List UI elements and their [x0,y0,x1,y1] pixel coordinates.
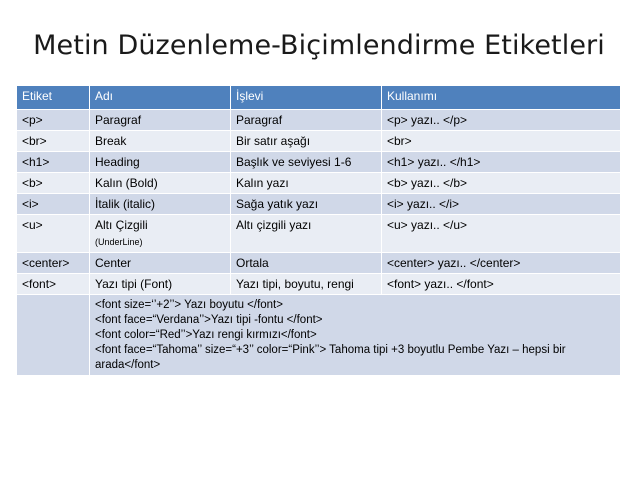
function-cell: Paragraf [231,110,382,131]
name-cell: Yazı tipi (Font) [90,274,231,295]
example-line: <font size=‘’+2’’> Yazı boyutu </font> [95,299,283,311]
usage-cell: <h1> yazı.. </h1> [382,152,621,173]
table-row [17,110,621,131]
name-cell: Kalın (Bold) [90,173,231,194]
header-adi: Adı [90,86,231,110]
function-cell: Ortala [231,253,382,274]
table-row [17,173,621,194]
example-line: <font face=“Verdana’’>Yazı tipi -fontu </font> [95,314,323,326]
header-etiket: Etiket [17,86,90,110]
table-header-row [17,86,621,110]
empty-cell [17,295,90,376]
name-cell: Center [90,253,231,274]
example-line: <font color=“Red’’>Yazı rengi kırmızı</font> [95,329,317,341]
examples-row [17,295,621,376]
usage-cell: <br> [382,131,621,152]
function-cell: Başlık ve seviyesi 1-6 [231,152,382,173]
table-row [17,253,621,274]
function-cell: Altı çizgili yazı [231,215,382,253]
table-row [17,131,621,152]
tag-cell: <h1> [17,152,90,173]
tag-cell: <center> [17,253,90,274]
tag-cell: <i> [17,194,90,215]
usage-cell: <center> yazı.. </center> [382,253,621,274]
usage-cell: <i> yazı.. </i> [382,194,621,215]
header-islevi: İşlevi [231,86,382,110]
tag-cell: <b> [17,173,90,194]
table-row [17,194,621,215]
function-cell: Yazı tipi, boyutu, rengi [231,274,382,295]
function-cell: Bir satır aşağı [231,131,382,152]
tag-cell: <u> [17,215,90,253]
table-row [17,152,621,173]
function-cell: Sağa yatık yazı [231,194,382,215]
name-cell: İtalik (italic) [90,194,231,215]
header-kullanimi: Kullanımı [382,86,621,110]
name-cell: Paragraf [90,110,231,131]
function-cell: Kalın yazı [231,173,382,194]
table-row [17,215,621,253]
tag-cell: <p> [17,110,90,131]
example-line: <font face=“Tahoma’’ size=“+3’’ color=“Pink’’> Tahoma tipi +3 boyutlu Pembe Yazı – hepsi bir arada</font> [95,344,566,371]
table-row [17,274,621,295]
tag-cell: <br> [17,131,90,152]
name-cell: Heading [90,152,231,173]
name-cell: Break [90,131,231,152]
tag-cell: <font> [17,274,90,295]
usage-cell: <font> yazı.. </font> [382,274,621,295]
name-sub-label: (UnderLine) [95,237,143,247]
name-label: Altı Çizgili [95,218,148,232]
tags-table [16,85,621,376]
examples-cell [90,295,621,376]
page-title: Metin Düzenleme-Biçimlendirme Etiketleri [33,30,605,61]
usage-cell: <u> yazı.. </u> [382,215,621,253]
usage-cell: <b> yazı.. </b> [382,173,621,194]
name-cell [90,215,231,253]
usage-cell: <p> yazı.. </p> [382,110,621,131]
